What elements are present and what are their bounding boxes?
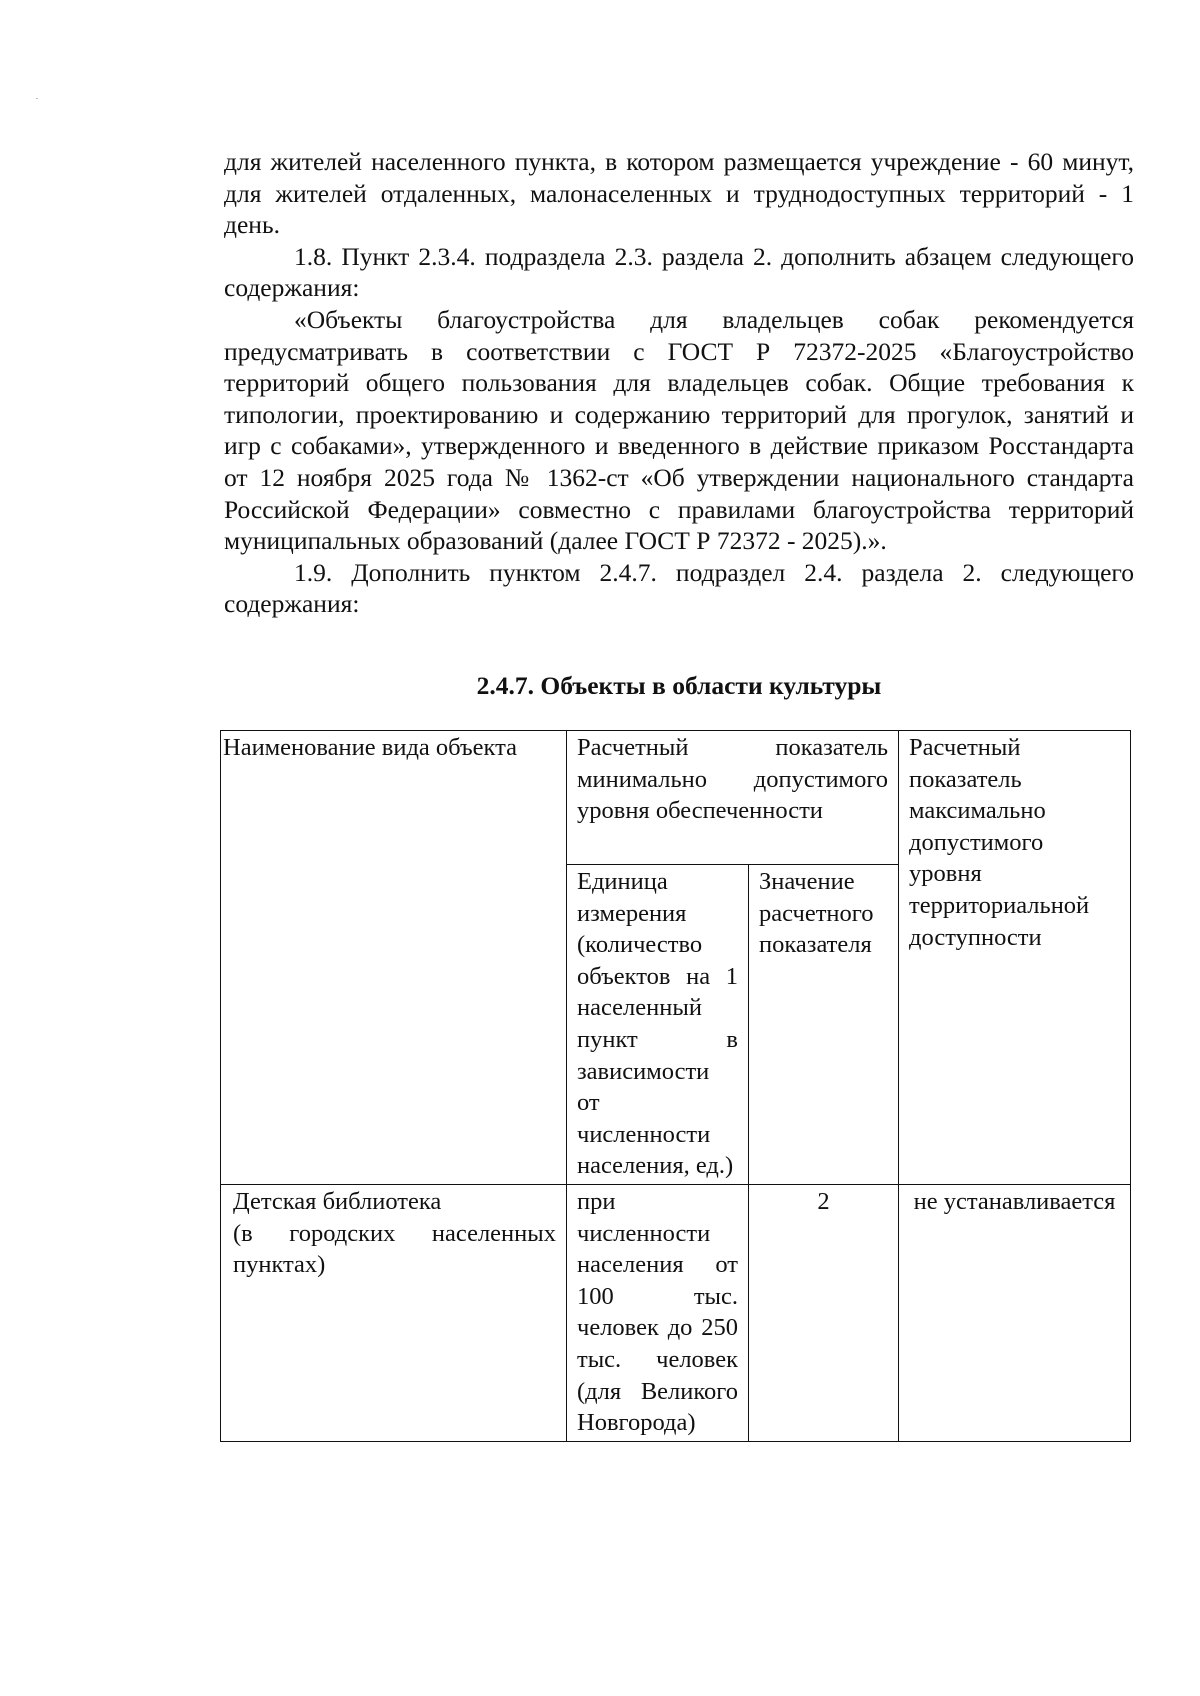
section-title: 2.4.7. Объекты в области культуры [476, 671, 882, 700]
header-value: Значение расчетного показателя [749, 865, 899, 1185]
paragraph-continuation: для жителей населенного пункта, в котором размещается учреждение - 60 минут, для жителей отдаленных, малонаселенных и труднодоступных территорий - 1 день. [224, 147, 1134, 240]
scan-speck [36, 98, 38, 99]
paragraph-quote: «Объекты благоустройства для владельцев собак рекомендуется предусматривать в соответствии с ГОСТ Р 72372-2025 «Благоустройство территорий общего пользования для владельцев собак. Общие требования к типологии, проектированию и содержанию территорий для прогулок, занятий и игр с собаками», утвержденного и введенного в действие приказом Росстандарта от 12 ноября 2025 года № 1362-ст «Об утверждении национального стандарта Российской Федерации» совместно с правилами благоустройства территорий муниципальных образований (далее ГОСТ Р 72372 - 2025).». [224, 304, 1134, 556]
paragraph-item-1-9: 1.9. Дополнить пунктом 2.4.7. подраздел 2.4. раздела 2. следующего содержания: [224, 557, 1134, 619]
table-header-row [221, 731, 1131, 865]
header-max-access: Расчетный показатель максимально допустимого уровня территориальной доступности [899, 731, 1131, 1185]
header-object-type: Наименование вида объекта [221, 731, 567, 1185]
header-min-level: Расчетный показатель минимально допустимого уровня обеспеченности [567, 731, 899, 865]
cell-value: 2 [749, 1184, 899, 1441]
object-type-note: (в городских населенных пунктах) [233, 1219, 556, 1279]
header-unit: Единица измерения (количество объектов на 1 населенный пункт в зависимости от численности населения, ед.) [567, 865, 749, 1185]
table-row [221, 1184, 1131, 1441]
cell-unit: при численности населения от 100 тыс. человек до 250 тыс. человек (для Великого Новгорода) [567, 1184, 749, 1441]
paragraph-item-1-8: 1.8. Пункт 2.3.4. подраздела 2.3. раздела 2. дополнить абзацем следующего содержания: [224, 241, 1134, 303]
cell-object-type [221, 1184, 567, 1441]
body-text [224, 146, 1134, 620]
object-type-name: Детская библиотека [233, 1187, 442, 1215]
cell-max-access: не устанавливается [899, 1184, 1131, 1441]
culture-objects-table [220, 730, 1131, 1442]
